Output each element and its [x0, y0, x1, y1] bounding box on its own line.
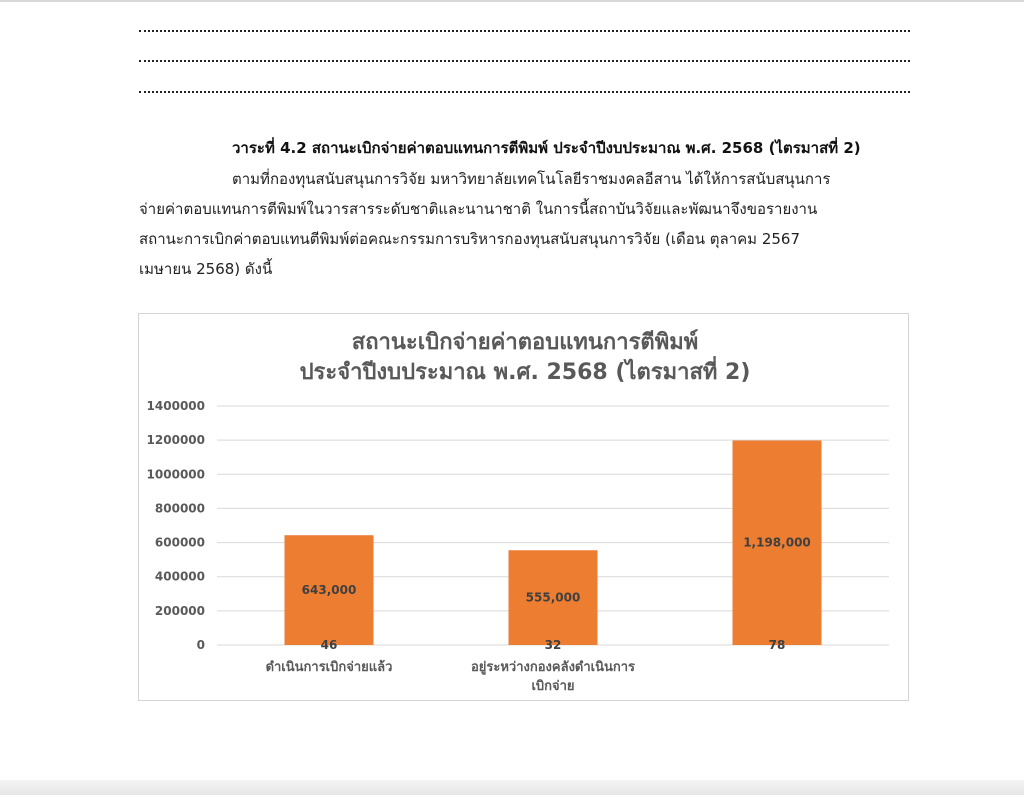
dotted-line-3 [139, 91, 910, 93]
page-bottom-edge [0, 780, 1024, 795]
y-tick-label-3: 600000 [154, 535, 205, 550]
dotted-line-2 [139, 60, 910, 62]
page-top-border [0, 0, 1024, 2]
bar-value-label-1: 555,000 [525, 590, 581, 605]
y-tick-label-6: 1200000 [146, 433, 205, 448]
paragraph-line-2: จ่ายค่าตอบแทนการตีพิมพ์ในวารสารระดับชาติและนานาชาติ ในการนี้สถาบันวิจัยและพัฒนาจึงขอรายงาน [139, 200, 818, 218]
y-tick-label-7: 1400000 [146, 399, 205, 413]
paragraph-line-3: สถานะการเบิกค่าตอบแทนตีพิมพ์ต่อคณะกรรมการบริหารกองทุนสนับสนุนการวิจัย (เดือน ตุลาคม 2567 [139, 230, 801, 248]
y-tick-label-0: 0 [196, 638, 205, 652]
paragraph-line-4: เมษายน 2568) ดังนี้ [139, 260, 273, 278]
bar-value-label-2: 1,198,000 [743, 535, 811, 550]
bar-value-label-0: 643,000 [301, 583, 357, 598]
bar-chart-svg [139, 314, 910, 702]
dotted-line-1 [139, 30, 910, 32]
agenda-title: วาระที่ 4.2 สถานะเบิกจ่ายค่าตอบแทนการตีพิมพ์ ประจำปีงบประมาณ พ.ศ. 2568 (ไตรมาสที่ 2) [232, 139, 861, 157]
bar-count-label-0: 46 [320, 638, 338, 652]
bar-chart [138, 313, 909, 701]
x-category-label-0-0: ดำเนินการเบิกจ่ายแล้ว [265, 660, 393, 675]
chart-title-line-2: ประจำปีงบประมาณ พ.ศ. 2568 (ไตรมาสที่ 2) [299, 360, 751, 385]
y-tick-label-2: 400000 [154, 569, 205, 584]
bar-count-label-1: 32 [544, 638, 562, 652]
paragraph-line-1: ตามที่กองทุนสนับสนุนการวิจัย มหาวิทยาลัยเทคโนโลยีราชมงคลอีสาน ได้ให้การสนับสนุนการ [232, 170, 831, 188]
y-tick-label-5: 1000000 [146, 467, 205, 482]
agenda-paragraph [139, 164, 911, 284]
x-category-label-1-0: อยู่ระหว่างกองคลังดำเนินการ [470, 660, 636, 675]
y-tick-label-1: 200000 [154, 603, 205, 618]
bar-count-label-2: 78 [768, 638, 786, 652]
x-category-label-1-1: เบิกจ่าย [531, 679, 575, 694]
chart-title-line-1: สถานะเบิกจ่ายค่าตอบแทนการตีพิมพ์ [351, 330, 699, 355]
y-tick-label-4: 800000 [154, 501, 205, 516]
